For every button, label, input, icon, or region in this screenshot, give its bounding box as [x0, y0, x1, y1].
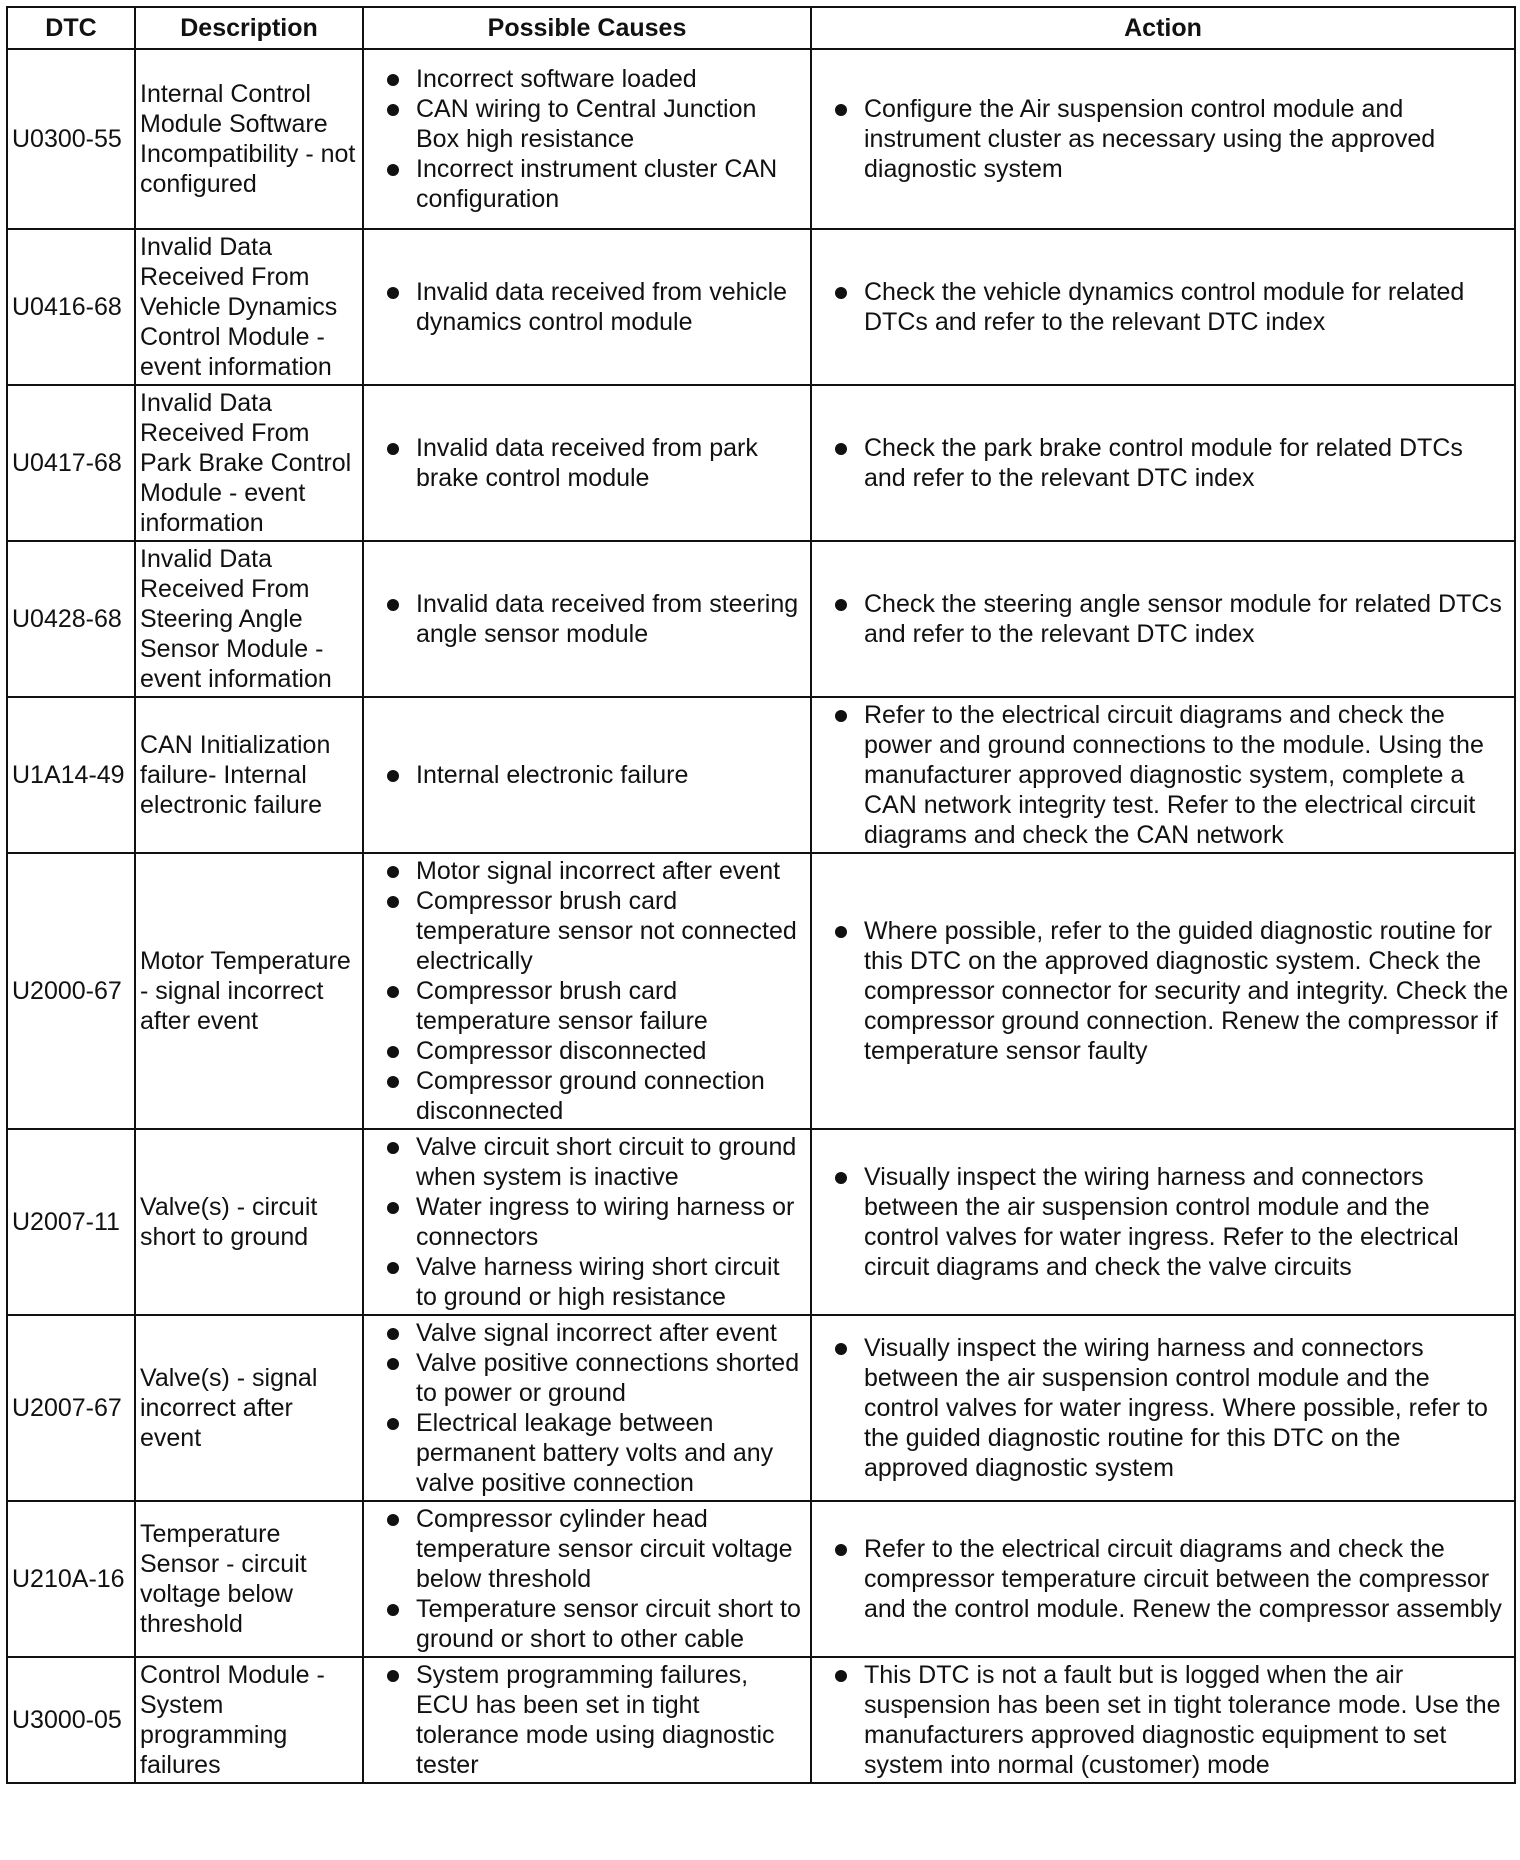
action-cell: [811, 1129, 1515, 1315]
dtc-description: Invalid Data Received From Vehicle Dynamics Control Module - event information: [135, 229, 363, 385]
cause-item: Compressor brush card temperature sensor failure: [386, 976, 806, 1036]
possible-causes-cell: [363, 697, 811, 853]
action-item: Refer to the electrical circuit diagrams and check the compressor temperature circuit between the compressor and the control module. Renew the compressor assembly: [834, 1534, 1510, 1624]
causes-list: [386, 1318, 806, 1498]
action-cell: [811, 697, 1515, 853]
dtc-description: Motor Temperature - signal incorrect after event: [135, 853, 363, 1129]
possible-causes-cell: [363, 49, 811, 229]
table-row: [7, 541, 1515, 697]
cause-item: Compressor ground connection disconnected: [386, 1066, 806, 1126]
action-item: Refer to the electrical circuit diagrams and check the power and ground connections to the module. Using the manufacturer approved diagnostic system, complete a CAN network integrity test. Refer to the electrical circuit diagrams and check the CAN network: [834, 700, 1510, 850]
action-item: Check the vehicle dynamics control module for related DTCs and refer to the relevant DTC index: [834, 277, 1510, 337]
cause-item: Valve signal incorrect after event: [386, 1318, 806, 1348]
possible-causes-cell: [363, 385, 811, 541]
causes-list: [386, 1504, 806, 1654]
dtc-code: U2007-67: [7, 1315, 135, 1501]
action-list: [834, 700, 1510, 850]
cause-item: Invalid data received from park brake control module: [386, 433, 806, 493]
cause-item: Internal electronic failure: [386, 760, 806, 790]
table-row: [7, 1501, 1515, 1657]
dtc-table: [6, 6, 1516, 1784]
causes-list: [386, 856, 806, 1126]
causes-list: [386, 277, 806, 337]
causes-list: [386, 760, 806, 790]
causes-list: [386, 589, 806, 649]
dtc-description: Invalid Data Received From Steering Angle Sensor Module - event information: [135, 541, 363, 697]
possible-causes-cell: [363, 229, 811, 385]
action-cell: [811, 1657, 1515, 1783]
dtc-code: U1A14-49: [7, 697, 135, 853]
cause-item: Compressor cylinder head temperature sensor circuit voltage below threshold: [386, 1504, 806, 1594]
action-list: [834, 1534, 1510, 1624]
possible-causes-cell: [363, 1315, 811, 1501]
action-item: Where possible, refer to the guided diagnostic routine for this DTC on the approved diagnostic system. Check the compressor connector for security and integrity. Check the compressor ground connection. Renew the compressor if temperature sensor faulty: [834, 916, 1510, 1066]
action-list: [834, 277, 1510, 337]
action-list: [834, 433, 1510, 493]
action-cell: [811, 853, 1515, 1129]
header-dtc: DTC: [7, 7, 135, 49]
header-description: Description: [135, 7, 363, 49]
table-row: [7, 1129, 1515, 1315]
possible-causes-cell: [363, 1657, 811, 1783]
causes-list: [386, 1132, 806, 1312]
action-item: Visually inspect the wiring harness and connectors between the air suspension control module and the control valves for water ingress. Where possible, refer to the guided diagnostic routine for this DTC on the approved diagnostic system: [834, 1333, 1510, 1483]
table-body: [7, 49, 1515, 1783]
dtc-description: Control Module - System programming failures: [135, 1657, 363, 1783]
dtc-code: U0417-68: [7, 385, 135, 541]
dtc-code: U2000-67: [7, 853, 135, 1129]
dtc-code: U3000-05: [7, 1657, 135, 1783]
dtc-code: U0300-55: [7, 49, 135, 229]
action-cell: [811, 385, 1515, 541]
action-list: [834, 916, 1510, 1066]
table-row: [7, 853, 1515, 1129]
cause-item: System programming failures, ECU has been set in tight tolerance mode using diagnostic tester: [386, 1660, 806, 1780]
action-list: [834, 1660, 1510, 1780]
causes-list: [386, 1660, 806, 1780]
table-row: [7, 1657, 1515, 1783]
cause-item: Electrical leakage between permanent battery volts and any valve positive connection: [386, 1408, 806, 1498]
dtc-code: U2007-11: [7, 1129, 135, 1315]
dtc-description: Valve(s) - signal incorrect after event: [135, 1315, 363, 1501]
cause-item: Valve positive connections shorted to power or ground: [386, 1348, 806, 1408]
cause-item: Incorrect software loaded: [386, 64, 806, 94]
dtc-description: Invalid Data Received From Park Brake Control Module - event information: [135, 385, 363, 541]
cause-item: CAN wiring to Central Junction Box high resistance: [386, 94, 806, 154]
dtc-description: Valve(s) - circuit short to ground: [135, 1129, 363, 1315]
table-row: [7, 229, 1515, 385]
table-row: [7, 697, 1515, 853]
action-item: Configure the Air suspension control module and instrument cluster as necessary using the approved diagnostic system: [834, 94, 1510, 184]
action-cell: [811, 1501, 1515, 1657]
dtc-code: U0428-68: [7, 541, 135, 697]
action-cell: [811, 1315, 1515, 1501]
cause-item: Invalid data received from steering angle sensor module: [386, 589, 806, 649]
action-cell: [811, 49, 1515, 229]
action-cell: [811, 229, 1515, 385]
table-row: [7, 385, 1515, 541]
action-item: This DTC is not a fault but is logged when the air suspension has been set in tight tolerance mode. Use the manufacturers approved diagnostic equipment to set system into normal (customer) mode: [834, 1660, 1510, 1780]
header-action: Action: [811, 7, 1515, 49]
action-cell: [811, 541, 1515, 697]
cause-item: Compressor brush card temperature sensor not connected electrically: [386, 886, 806, 976]
action-list: [834, 589, 1510, 649]
possible-causes-cell: [363, 853, 811, 1129]
action-list: [834, 1333, 1510, 1483]
cause-item: Incorrect instrument cluster CAN configuration: [386, 154, 806, 214]
cause-item: Compressor disconnected: [386, 1036, 806, 1066]
dtc-description: Temperature Sensor - circuit voltage below threshold: [135, 1501, 363, 1657]
dtc-code: U210A-16: [7, 1501, 135, 1657]
cause-item: Water ingress to wiring harness or connectors: [386, 1192, 806, 1252]
possible-causes-cell: [363, 1129, 811, 1315]
cause-item: Valve circuit short circuit to ground when system is inactive: [386, 1132, 806, 1192]
dtc-description: CAN Initialization failure- Internal electronic failure: [135, 697, 363, 853]
action-item: Check the park brake control module for related DTCs and refer to the relevant DTC index: [834, 433, 1510, 493]
cause-item: Temperature sensor circuit short to ground or short to other cable: [386, 1594, 806, 1654]
cause-item: Motor signal incorrect after event: [386, 856, 806, 886]
possible-causes-cell: [363, 1501, 811, 1657]
action-list: [834, 1162, 1510, 1282]
action-item: Check the steering angle sensor module for related DTCs and refer to the relevant DTC index: [834, 589, 1510, 649]
possible-causes-cell: [363, 541, 811, 697]
table-header: [7, 7, 1515, 49]
action-list: [834, 94, 1510, 184]
dtc-code: U0416-68: [7, 229, 135, 385]
causes-list: [386, 433, 806, 493]
cause-item: Valve harness wiring short circuit to ground or high resistance: [386, 1252, 806, 1312]
causes-list: [386, 64, 806, 214]
header-possible-causes: Possible Causes: [363, 7, 811, 49]
cause-item: Invalid data received from vehicle dynamics control module: [386, 277, 806, 337]
dtc-description: Internal Control Module Software Incompatibility - not configured: [135, 49, 363, 229]
table-row: [7, 49, 1515, 229]
action-item: Visually inspect the wiring harness and connectors between the air suspension control module and the control valves for water ingress. Refer to the electrical circuit diagrams and check the valve circuits: [834, 1162, 1510, 1282]
table-row: [7, 1315, 1515, 1501]
